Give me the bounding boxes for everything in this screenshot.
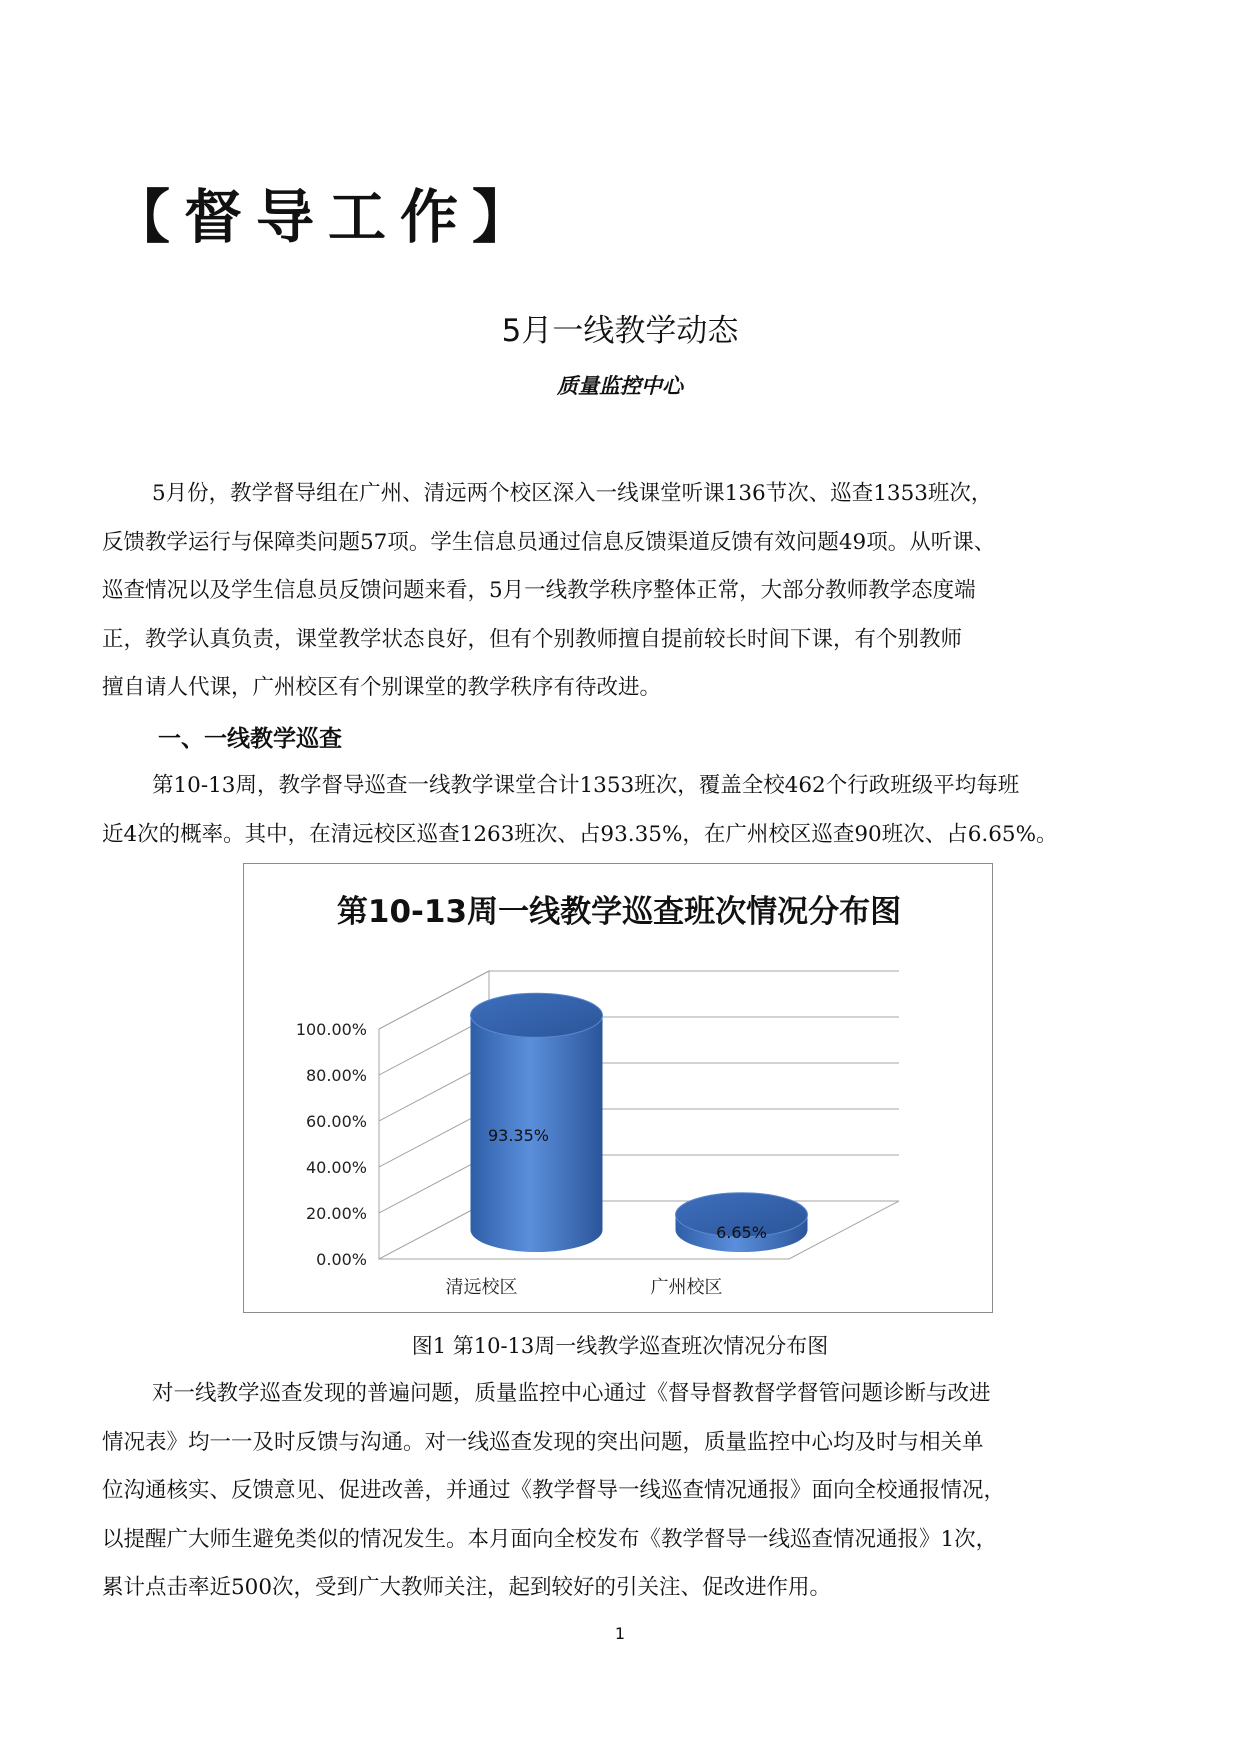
intro-line: 巡查情况以及学生信息员反馈问题来看，5月一线教学秩序整体正常，大部分教师教学态度端 (102, 578, 976, 603)
intro-paragraph (102, 470, 1152, 713)
y-tick-label: 40.00% (305, 1158, 367, 1177)
figure-caption: 图1 第10-13周一线教学巡查班次情况分布图 (411, 1334, 829, 1358)
y-tick-label: 60.00% (305, 1112, 367, 1131)
y-tick-label: 80.00% (305, 1066, 367, 1085)
bar-清远校区 (471, 993, 603, 1252)
section-heading: 一、一线教学巡查 (158, 726, 342, 752)
page-number: 1 (614, 1624, 626, 1643)
inspection-line: 近4次的概率。其中，在清远校区巡查1263班次、占93.35%，在广州校区巡查90班次、占6.65%。 (102, 821, 1058, 847)
section-title: 【督导工作】 (112, 183, 545, 251)
feedback-line: 位沟通核实、反馈意见、促进改善，并通过《教学督导一线巡查情况通报》面向全校通报情况， (102, 1478, 1006, 1503)
intro-line: 5月份，教学督导组在广州、清远两个校区深入一线课堂听课136节次、巡查1353班次， (152, 481, 993, 506)
data-label: 93.35% (487, 1125, 550, 1145)
feedback-line: 对一线教学巡查发现的普遍问题，质量监控中心通过《督导督教督学督管问题诊断与改进 (152, 1381, 991, 1406)
category-label: 清远校区 (445, 1277, 518, 1298)
data-label: 6.65% (716, 1223, 767, 1242)
bar-chart (244, 864, 994, 1314)
intro-line: 擅自请人代课，广州校区有个别课堂的教学秩序有待改进。 (102, 675, 662, 700)
category-label: 广州校区 (650, 1277, 723, 1298)
feedback-line: 情况表》均一一及时反馈与沟通。对一线巡查发现的突出问题，质量监控中心均及时与相关单 (102, 1429, 984, 1455)
y-tick-label: 0.00% (316, 1250, 367, 1269)
intro-line: 正，教学认真负责，课堂教学状态良好，但有个别教师擅自提前较长时间下课，有个别教师 (102, 626, 963, 652)
y-tick-label: 100.00% (295, 1020, 367, 1039)
chart-frame (243, 863, 993, 1313)
feedback-line: 累计点击率近500次，受到广大教师关注，起到较好的引关注、促改进作用。 (102, 1575, 832, 1600)
doc-title: 5月一线教学动态 (501, 313, 739, 349)
chart-title: 第10-13周一线教学巡查班次情况分布图 (336, 894, 902, 930)
inspection-paragraph (102, 762, 1152, 859)
doc-subtitle: 质量监控中心 (557, 374, 683, 398)
feedback-paragraph (102, 1370, 1152, 1613)
intro-line: 反馈教学运行与保障类问题57项。学生信息员通过信息反馈渠道反馈有效问题49项。从听课、 (102, 529, 996, 555)
y-tick-label: 20.00% (305, 1204, 367, 1223)
bar-cap (471, 993, 603, 1037)
feedback-line: 以提醒广大师生避免类似的情况发生。本月面向全校发布《教学督导一线巡查情况通报》1次， (102, 1526, 998, 1552)
inspection-line: 第10-13周，教学督导巡查一线教学课堂合计1353班次，覆盖全校462个行政班级平均每班 (152, 773, 1020, 798)
